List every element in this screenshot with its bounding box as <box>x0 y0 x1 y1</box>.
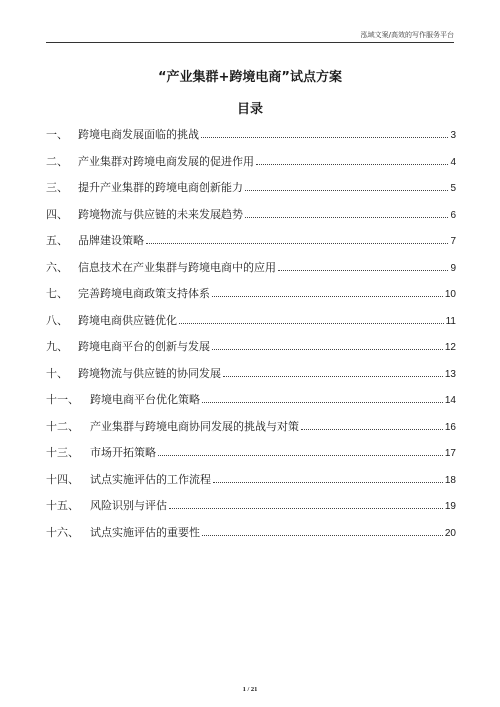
toc-leader-dots <box>201 137 448 138</box>
toc-page-number: 18 <box>444 474 456 486</box>
toc-leader-dots <box>202 535 443 536</box>
page-indicator: 1 / 21 <box>242 686 258 693</box>
table-of-contents <box>46 126 456 550</box>
toc-entry[interactable] <box>46 259 456 286</box>
toc-leader-dots <box>158 455 443 456</box>
toc-page-number: 6 <box>450 209 456 221</box>
toc-number: 六、 <box>46 260 68 274</box>
toc-number: 十一、 <box>46 393 79 406</box>
toc-leader-dots <box>256 164 448 165</box>
toc-leader-dots <box>212 349 443 350</box>
toc-number: 八、 <box>46 313 68 327</box>
toc-title: 试点实施评估的重要性 <box>90 525 200 539</box>
toc-number: 十六、 <box>46 525 79 539</box>
toc-title: 试点实施评估的工作流程 <box>90 472 211 486</box>
toc-page-number: 16 <box>444 421 456 433</box>
toc-page-number: 14 <box>444 395 456 406</box>
toc-entry[interactable] <box>46 524 456 551</box>
toc-number: 一、 <box>46 128 68 141</box>
toc-title: 跨境物流与供应链的协同发展 <box>78 366 221 380</box>
toc-entry[interactable] <box>46 126 456 153</box>
toc-title: 跨境物流与供应链的未来发展趋势 <box>78 207 243 221</box>
toc-entry[interactable] <box>46 471 456 498</box>
toc-entry[interactable] <box>46 179 456 206</box>
toc-page-number: 13 <box>444 368 456 380</box>
document-title: “产业集群+跨境电商”试点方案 <box>158 70 342 85</box>
toc-entry[interactable] <box>46 418 456 445</box>
toc-entry[interactable] <box>46 312 456 339</box>
toc-leader-dots <box>212 296 443 297</box>
toc-number: 二、 <box>46 154 68 168</box>
toc-leader-dots <box>278 270 448 271</box>
toc-number: 五、 <box>46 234 68 247</box>
toc-leader-dots <box>179 323 444 324</box>
toc-leader-dots <box>245 190 448 191</box>
toc-title: 跨境电商发展面临的挑战 <box>78 128 199 141</box>
toc-title: 跨境电商平台优化策略 <box>90 393 200 406</box>
toc-page-number: 17 <box>444 448 456 459</box>
toc-entry[interactable] <box>46 232 456 259</box>
toc-title: 市场开拓策略 <box>90 446 156 459</box>
toc-page-number: 9 <box>450 262 456 274</box>
toc-page-number: 4 <box>450 156 456 168</box>
toc-entry[interactable] <box>46 285 456 312</box>
toc-leader-dots <box>245 217 448 218</box>
toc-entry[interactable] <box>46 391 456 418</box>
toc-entry[interactable] <box>46 444 456 471</box>
header-rule <box>46 42 454 43</box>
toc-number: 十、 <box>46 366 68 380</box>
header-text: 泓域文案/高效的写作服务平台 <box>360 31 454 39</box>
toc-title: 信息技术在产业集群与跨境电商中的应用 <box>78 260 276 274</box>
toc-heading: 目录 <box>236 102 263 117</box>
toc-page-number: 19 <box>444 501 456 512</box>
toc-entry[interactable] <box>46 338 456 365</box>
toc-number: 三、 <box>46 181 68 194</box>
toc-number: 十四、 <box>46 472 79 486</box>
toc-number: 四、 <box>46 207 68 221</box>
toc-page-number: 11 <box>445 315 456 327</box>
toc-number: 十五、 <box>46 499 79 512</box>
toc-entry[interactable] <box>46 153 456 180</box>
toc-leader-dots <box>146 243 448 244</box>
toc-title: 风险识别与评估 <box>90 499 167 512</box>
toc-number: 十三、 <box>46 446 79 459</box>
toc-entry[interactable] <box>46 497 456 524</box>
toc-number: 十二、 <box>46 419 79 433</box>
toc-leader-dots <box>213 482 443 483</box>
toc-leader-dots <box>301 429 443 430</box>
toc-title: 产业集群与跨境电商协同发展的挑战与对策 <box>90 419 299 433</box>
toc-page-number: 3 <box>450 130 456 141</box>
toc-title: 跨境电商平台的创新与发展 <box>78 340 210 353</box>
toc-title: 产业集群对跨境电商发展的促进作用 <box>78 154 254 168</box>
toc-leader-dots <box>169 508 443 509</box>
toc-page-number: 20 <box>444 527 456 539</box>
toc-leader-dots <box>223 376 443 377</box>
toc-number: 九、 <box>46 340 68 353</box>
toc-title: 提升产业集群的跨境电商创新能力 <box>78 181 243 194</box>
toc-title: 完善跨境电商政策支持体系 <box>78 287 210 300</box>
toc-page-number: 12 <box>444 342 456 353</box>
toc-entry[interactable] <box>46 365 456 392</box>
toc-title: 品牌建设策略 <box>78 234 144 247</box>
toc-entry[interactable] <box>46 206 456 233</box>
toc-page-number: 10 <box>444 289 456 300</box>
toc-page-number: 5 <box>450 183 456 194</box>
toc-title: 跨境电商供应链优化 <box>78 313 177 327</box>
toc-leader-dots <box>202 402 443 403</box>
toc-page-number: 7 <box>450 236 456 247</box>
toc-number: 七、 <box>46 287 68 300</box>
